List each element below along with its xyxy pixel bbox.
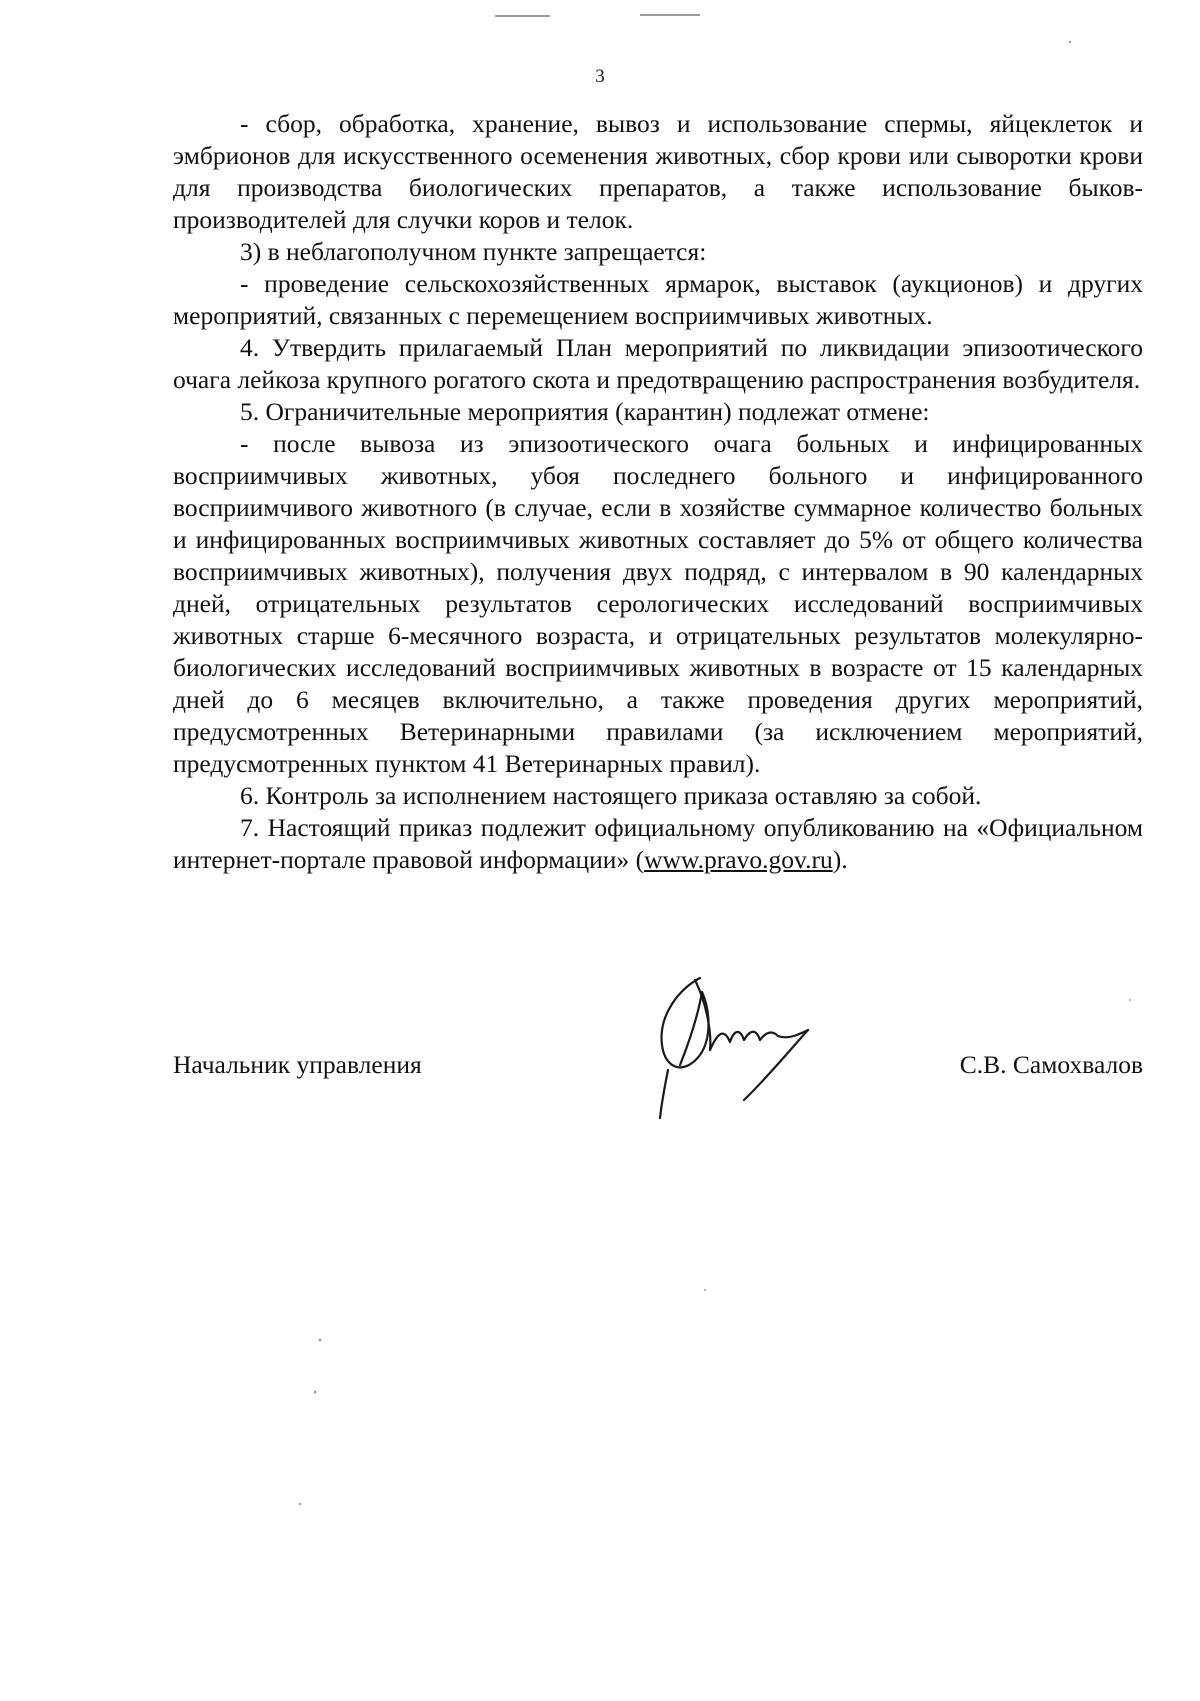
- paragraph: [173, 108, 1143, 236]
- paragraph-text: - после вывоза из эпизоотического очага больных и инфицированных восприимчивых животных, убоя последнего больного и инфицированного восприимчивого животного (в случае, если в хозяйстве суммарное количество больных и инфицированных восприимчивых животных составляет до 5% от общего количества восприимчивых животных), получения двух подряд, с интервалом в 90 календарных дней, отрицательных результатов серологических исследований восприимчивых животных старше 6-месячного возраста, и отрицательных результатов молекулярно-биологических исследований восприимчивых животных в возрасте от 15 календарных дней до 6 месяцев включительно, а также проведения других мероприятий, предусмотренных Ветеринарными правилами (за исключением мероприятий, предусмотренных пунктом 41 Ветеринарных правил).: [173, 429, 1143, 778]
- paragraph-text-end: ).: [832, 845, 848, 874]
- signatory-position: Начальник управления: [173, 1050, 422, 1079]
- paragraph: [173, 780, 1143, 812]
- paragraph-text: - проведение сельскохозяйственных ярмарок, выставок (аукционов) и других мероприятий, связанных с перемещением восприимчивых животных.: [173, 269, 1143, 330]
- paragraph: [173, 428, 1143, 780]
- signatory-name: С.В. Самохвалов: [959, 1050, 1143, 1079]
- paragraph-text: 5. Ограничительные мероприятия (карантин) подлежат отмене:: [240, 397, 930, 426]
- paragraph-text: - сбор, обработка, хранение, вывоз и использование спермы, яйцеклеток и эмбрионов для искусственного осеменения животных, сбор крови или сыворотки крови для производства биологических препаратов, а также использование быков-производителей для случки коров и телок.: [173, 109, 1143, 234]
- paragraph-text: 6. Контроль за исполнением настоящего приказа оставляю за собой.: [240, 781, 982, 810]
- paragraph: [173, 332, 1143, 396]
- page-number: 3: [595, 66, 605, 87]
- paragraph: [173, 396, 1143, 428]
- paragraph-text: 4. Утвердить прилагаемый План мероприятий по ликвидации эпизоотического очага лейкоза крупного рогатого скота и предотвращению распространения возбудителя.: [173, 333, 1143, 394]
- document-body: [173, 108, 1143, 876]
- paragraph: [173, 236, 1143, 268]
- handwritten-signature: [640, 970, 860, 1130]
- pravo-portal-link[interactable]: www.pravo.gov.ru: [644, 845, 833, 874]
- paragraph-text: 7. Настоящий приказ подлежит официальному опубликованию на «Официальном интернет-портале правовой информации» (: [173, 813, 1143, 874]
- paragraph: [173, 268, 1143, 332]
- paragraph-publication: [173, 812, 1143, 876]
- paragraph-text: 3) в неблагополучном пункте запрещается:: [240, 237, 707, 266]
